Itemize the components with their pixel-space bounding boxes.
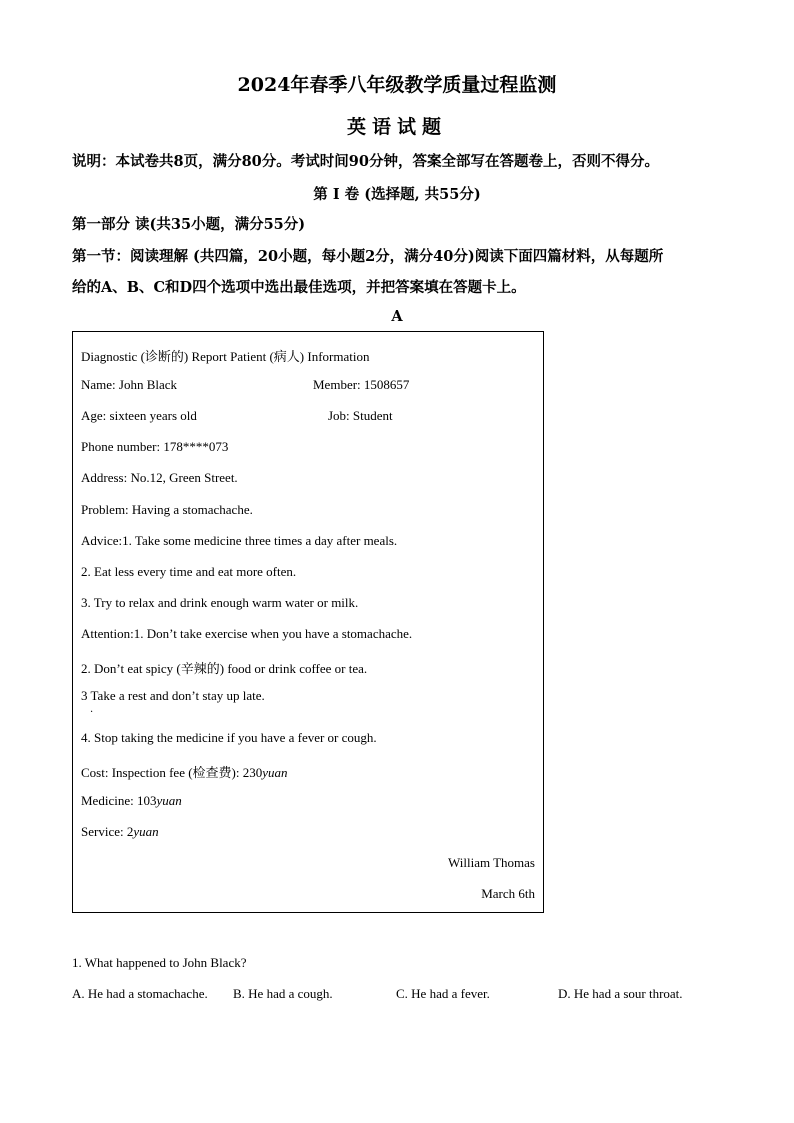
currency-unit: yuan [133, 824, 159, 839]
patient-name: Name: John Black [81, 377, 178, 392]
question-stem: 1. What happened to John Black? [72, 955, 247, 970]
address: Address: No.12, Green Street. [81, 470, 238, 485]
member-id: Member: 1508657 [313, 377, 410, 392]
advice-3: 3. Try to relax and drink enough warm water or milk. [81, 595, 359, 610]
passage-label: A [391, 308, 403, 325]
section-heading-line2: 给的A、B、C和D四个选项中选出最佳选项，并把答案填在答题卡上。 [72, 279, 526, 296]
attention-1: Attention:1. Don’t take exercise when you have a stomachache. [81, 626, 413, 641]
cost-service [81, 824, 159, 840]
report-heading: Diagnostic (诊断的) Report Patient (病人) Information [81, 349, 370, 364]
attention-4: 4. Stop taking the medicine if you have a fever or cough. [81, 730, 377, 745]
doctor-signature: William Thomas [448, 855, 535, 870]
report-box [72, 331, 544, 913]
section-heading-line1: 第一节：阅读理解 (共四篇，20小题，每小题2分，满分40分)阅读下面四篇材料，从每题所 [72, 248, 664, 265]
exam-title: 2024年春季八年级教学质量过程监测 [237, 74, 557, 96]
volume-heading: 第 I 卷 (选择题, 共55分) [313, 186, 481, 203]
service-label: Service: 2 [81, 824, 134, 839]
attention-2: 2. Don’t eat spicy (辛辣的) food or drink coffee or tea. [81, 661, 368, 676]
currency-unit: yuan [262, 765, 288, 780]
instructions: 说明：本试卷共8页，满分80分。考试时间90分钟，答案全部写在答题卷上，否则不得分。 [72, 153, 659, 170]
patient-age: Age: sixteen years old [81, 408, 197, 423]
option-a: A. He had a stomachache. [72, 986, 208, 1001]
patient-job: Job: Student [328, 408, 393, 423]
attention-3: 3 Take a rest and don’t stay up late. [81, 688, 265, 703]
option-d: D. He had a sour throat. [558, 986, 683, 1001]
cost-medicine [81, 793, 182, 809]
cost-label: Cost: Inspection fee (检查费): 230 [81, 765, 263, 780]
option-c: C. He had a fever. [396, 986, 490, 1001]
report-date: March 6th [481, 886, 535, 901]
exam-subtitle: 英语试题 [346, 116, 447, 138]
stray-dot: . [90, 704, 94, 715]
currency-unit: yuan [156, 793, 182, 808]
advice-2: 2. Eat less every time and eat more often. [81, 564, 297, 579]
option-b: B. He had a cough. [233, 986, 333, 1001]
phone-number: Phone number: 178****073 [81, 439, 229, 454]
problem: Problem: Having a stomachache. [81, 502, 253, 517]
advice-1: Advice:1. Take some medicine three times a day after meals. [81, 533, 398, 548]
cost-inspection [81, 762, 288, 781]
medicine-label: Medicine: 103 [81, 793, 157, 808]
part-heading: 第一部分 读(共35小题，满分55分) [72, 216, 306, 233]
